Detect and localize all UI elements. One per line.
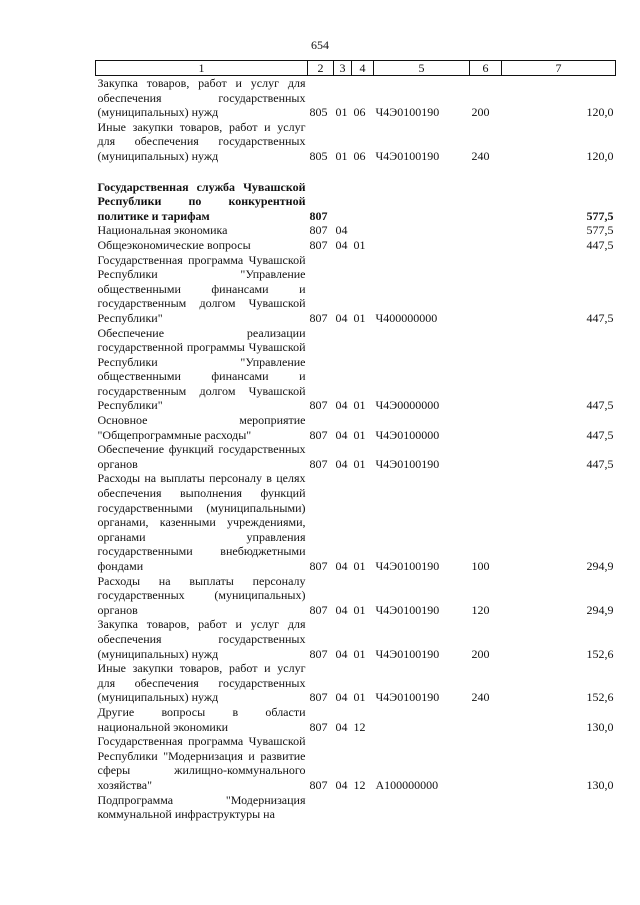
col-header-amount: 7 xyxy=(502,61,616,76)
table-row xyxy=(96,180,616,224)
table-row xyxy=(96,617,616,661)
row-section-code: 01 xyxy=(335,105,348,120)
table-header xyxy=(96,61,616,76)
row-ministry-code: 805 xyxy=(309,105,328,120)
table-row xyxy=(96,413,616,442)
row-expense-type xyxy=(470,705,502,734)
row-subsection-code: 01 xyxy=(353,398,366,413)
row-target-article: Ч4Э0100190 xyxy=(375,646,440,661)
row-section-code xyxy=(334,180,352,224)
col-header-name: 1 xyxy=(96,61,308,76)
row-name: Государственная программа Чувашской Республики "Управление общественными финансами и государственным долгом Чувашской Республики" xyxy=(97,252,306,325)
row-amount: 447,5 xyxy=(586,456,614,471)
row-target-article: Ч4Э0100190 xyxy=(375,456,440,471)
page-number: 654 xyxy=(311,38,329,52)
row-target-article xyxy=(374,223,470,238)
row-subsection-code: 01 xyxy=(353,427,366,442)
row-amount: 447,5 xyxy=(586,427,614,442)
row-subsection-code: 01 xyxy=(353,690,366,705)
row-amount: 152,6 xyxy=(586,690,614,705)
row-expense-type xyxy=(470,734,502,792)
row-name: Национальная экономика xyxy=(97,223,228,238)
row-target-article: Ч4Э0100190 xyxy=(375,148,440,163)
row-ministry-code: 807 xyxy=(309,427,328,442)
row-expense-type xyxy=(470,413,502,442)
row-target-article: Ч4Э0100190 xyxy=(375,690,440,705)
row-name: Иные закупки товаров, работ и услуг для обеспечения государственных (муниципальных) нужд xyxy=(97,661,306,705)
row-amount: 120,0 xyxy=(586,148,614,163)
row-expense-type xyxy=(470,326,502,414)
row-expense-type xyxy=(470,442,502,471)
row-amount: 577,5 xyxy=(586,223,614,238)
row-name: Обеспечение функций государственных органов xyxy=(97,442,306,471)
row-ministry-code: 807 xyxy=(309,690,328,705)
row-subsection-code: 01 xyxy=(353,559,366,573)
row-subsection-code: 06 xyxy=(353,148,366,163)
row-section-code: 04 xyxy=(335,456,348,471)
row-amount: 294,9 xyxy=(586,602,614,617)
row-subsection-code: 01 xyxy=(353,237,366,252)
row-ministry-code: 807 xyxy=(309,208,328,223)
row-section-code: 04 xyxy=(335,310,348,325)
row-section-code: 04 xyxy=(335,646,348,661)
table-row xyxy=(96,76,616,120)
row-target-article xyxy=(374,705,470,734)
row-target-article: Ч4Э0000000 xyxy=(375,398,440,413)
table-row xyxy=(96,223,616,238)
row-expense-type xyxy=(470,223,502,238)
row-section-code xyxy=(334,793,352,822)
row-expense-type: 100 xyxy=(471,559,490,573)
row-name: Подпрограмма "Модернизация коммунальной инфраструктуры на xyxy=(97,792,306,822)
row-spacer xyxy=(96,164,616,180)
table-row xyxy=(96,705,616,734)
row-ministry-code: 807 xyxy=(309,310,328,325)
col-header-section: 3 xyxy=(334,61,352,76)
row-section-code: 04 xyxy=(335,690,348,705)
row-expense-type: 200 xyxy=(471,646,490,661)
col-header-expense-type: 6 xyxy=(470,61,502,76)
row-amount: 447,5 xyxy=(586,237,614,252)
row-section-code: 01 xyxy=(335,148,348,163)
row-section-code: 04 xyxy=(335,427,348,442)
row-section-code: 04 xyxy=(335,559,348,573)
row-ministry-code xyxy=(308,793,334,822)
row-target-article: Ч4Э0100190 xyxy=(375,559,440,573)
row-name: Расходы на выплаты персоналу государственных (муниципальных) органов xyxy=(97,573,306,617)
row-amount: 294,9 xyxy=(586,559,614,573)
row-subsection-code: 01 xyxy=(353,310,366,325)
spacer-cell xyxy=(96,164,616,180)
row-subsection-code: 12 xyxy=(353,719,366,734)
row-subsection-code: 06 xyxy=(353,105,366,120)
row-subsection-code: 01 xyxy=(353,456,366,471)
row-expense-type: 240 xyxy=(471,690,490,705)
row-expense-type: 240 xyxy=(471,148,490,163)
row-subsection-code xyxy=(352,180,374,224)
row-target-article xyxy=(374,793,470,822)
row-target-article xyxy=(374,238,470,253)
table-body xyxy=(96,76,616,822)
table-row xyxy=(96,120,616,164)
row-amount xyxy=(502,793,616,822)
row-target-article: А100000000 xyxy=(375,777,439,792)
header-row xyxy=(96,61,616,76)
row-expense-type: 120 xyxy=(471,602,490,617)
row-target-article: Ч400000000 xyxy=(375,310,438,325)
table-row xyxy=(96,661,616,705)
row-subsection-code xyxy=(352,793,374,822)
row-amount: 130,0 xyxy=(586,777,614,792)
row-section-code: 04 xyxy=(335,719,348,734)
row-name: Иные закупки товаров, работ и услуг для обеспечения государственных (муниципальных) нужд xyxy=(97,119,306,163)
col-header-ministry: 2 xyxy=(308,61,334,76)
row-ministry-code: 807 xyxy=(309,646,328,661)
row-ministry-code: 807 xyxy=(309,398,328,413)
row-name: Другие вопросы в области национальной экономики xyxy=(97,704,306,734)
row-expense-type xyxy=(470,253,502,326)
table-row xyxy=(96,238,616,253)
col-header-subsection: 4 xyxy=(352,61,374,76)
row-ministry-code: 807 xyxy=(309,237,328,252)
row-amount: 120,0 xyxy=(586,105,614,120)
row-name: Государственная служба Чувашской Республики по конкурентной политике и тарифам xyxy=(97,179,306,223)
row-ministry-code: 807 xyxy=(309,602,328,617)
row-name: Закупка товаров, работ и услуг для обеспечения государственных (муниципальных) нужд xyxy=(97,617,306,661)
table-row xyxy=(96,734,616,792)
table-row xyxy=(96,471,616,573)
table-row xyxy=(96,326,616,414)
row-section-code: 04 xyxy=(335,223,348,238)
row-ministry-code: 807 xyxy=(309,777,328,792)
row-subsection-code xyxy=(352,223,374,238)
row-subsection-code: 01 xyxy=(353,602,366,617)
row-ministry-code: 807 xyxy=(309,559,328,573)
row-subsection-code: 12 xyxy=(353,777,366,792)
row-target-article: Ч4Э0100190 xyxy=(375,602,440,617)
budget-table xyxy=(95,60,616,822)
row-name: Основное мероприятие "Общепрограммные расходы" xyxy=(97,413,306,442)
row-subsection-code: 01 xyxy=(353,646,366,661)
table-row xyxy=(96,442,616,471)
table-row xyxy=(96,253,616,326)
row-ministry-code: 805 xyxy=(309,148,328,163)
row-name: Обеспечение реализации государственной программы Чувашской Республики "Управление общественными финансами и государственным долгом Чувашской Республики" xyxy=(97,325,306,413)
row-section-code: 04 xyxy=(335,602,348,617)
row-target-article xyxy=(374,180,470,224)
row-ministry-code: 807 xyxy=(309,719,328,734)
row-name: Закупка товаров, работ и услуг для обеспечения государственных (муниципальных) нужд xyxy=(97,76,306,120)
row-amount: 130,0 xyxy=(586,719,614,734)
row-amount: 447,5 xyxy=(586,398,614,413)
table-row xyxy=(96,574,616,618)
row-name: Государственная программа Чувашской Республики "Модернизация и развитие сферы жилищно-коммунального хозяйства" xyxy=(97,734,306,792)
row-expense-type xyxy=(470,180,502,224)
row-section-code: 04 xyxy=(335,398,348,413)
row-ministry-code: 807 xyxy=(309,456,328,471)
row-name: Расходы на выплаты персоналу в целях обеспечения выполнения функций государственными (муниципальными) органами, казенными учреждениями, органами управления государственными внебюджетными фондами xyxy=(97,471,306,573)
table-row xyxy=(96,793,616,822)
row-target-article: Ч4Э0100190 xyxy=(375,105,440,120)
row-expense-type xyxy=(470,793,502,822)
row-section-code: 04 xyxy=(335,237,348,252)
row-expense-type: 200 xyxy=(471,105,490,120)
row-name: Общеэкономические вопросы xyxy=(97,237,251,252)
row-expense-type xyxy=(470,238,502,253)
col-header-target-article: 5 xyxy=(374,61,470,76)
row-amount: 152,6 xyxy=(586,646,614,661)
row-amount: 447,5 xyxy=(586,310,614,325)
row-target-article: Ч4Э0100000 xyxy=(375,427,440,442)
row-ministry-code: 807 xyxy=(309,223,328,238)
row-amount: 577,5 xyxy=(586,208,614,223)
row-section-code: 04 xyxy=(335,777,348,792)
